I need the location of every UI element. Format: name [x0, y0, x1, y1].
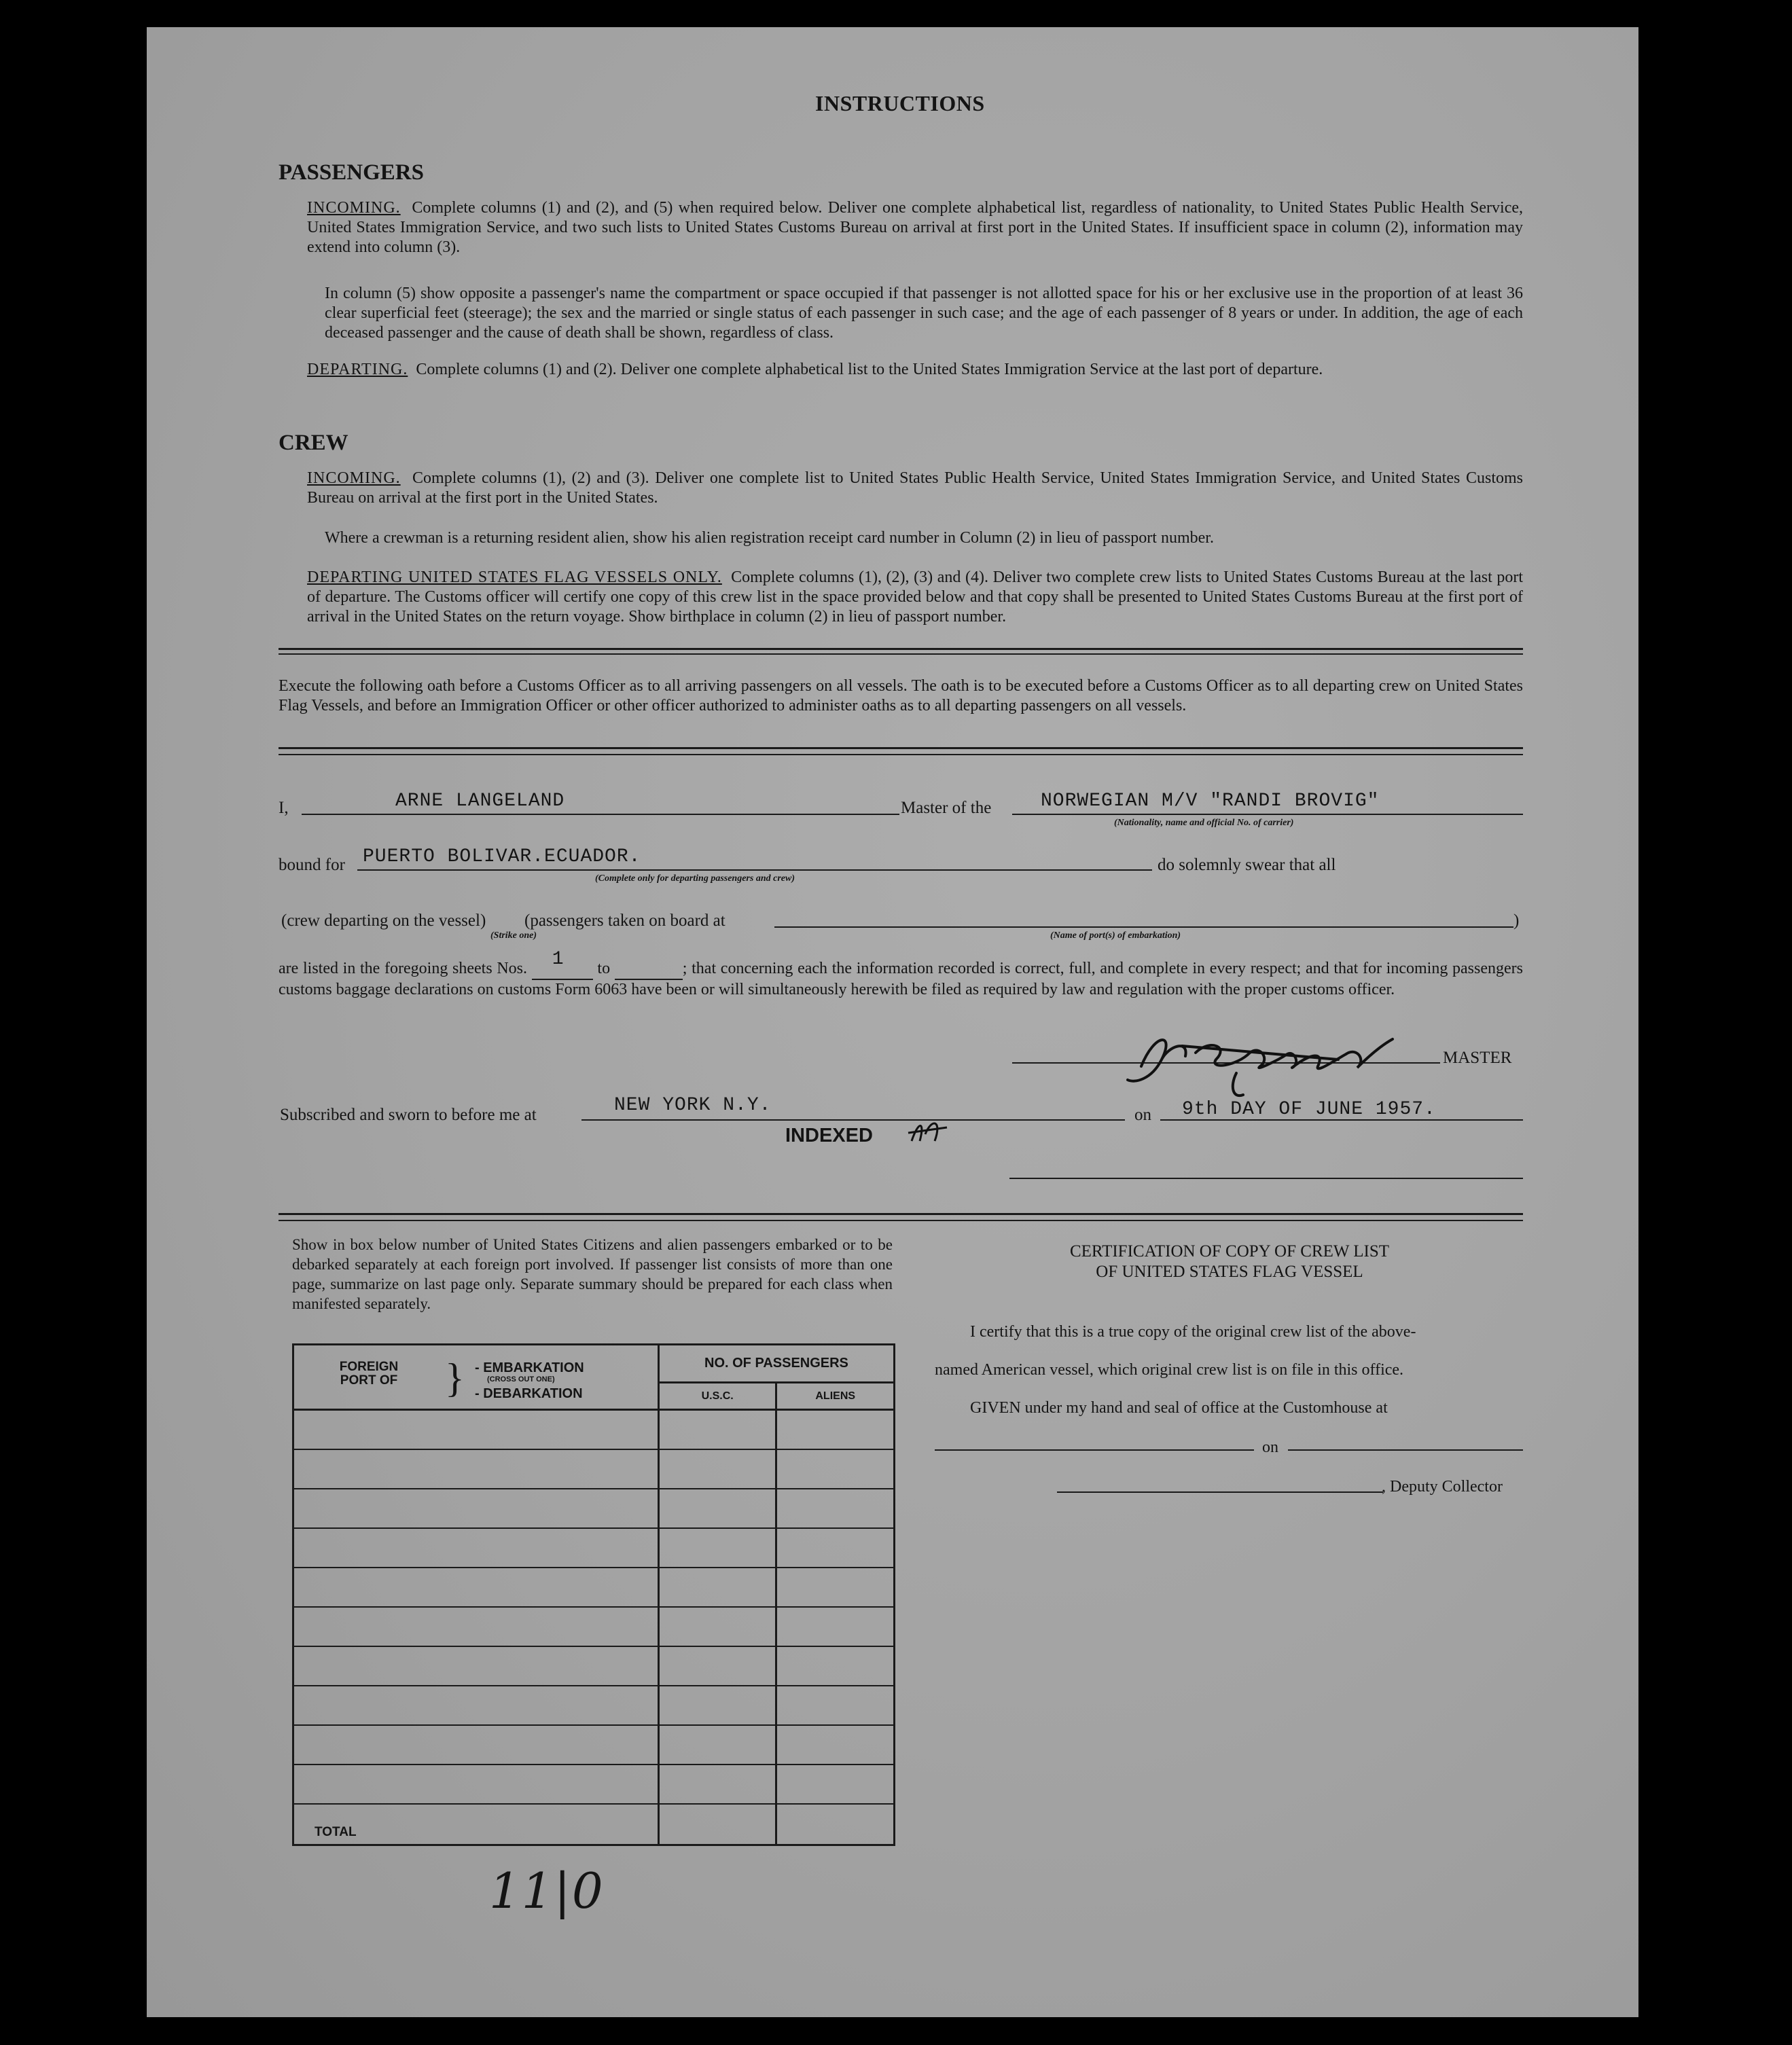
passengers-departing-text: Complete columns (1) and (2). Deliver one complete alphabetical list to the United States Immigration Service at the last port of departure.: [416, 361, 1323, 378]
vessel-line: [1012, 814, 1523, 815]
cert-date-line: [1288, 1449, 1523, 1451]
certification-title-line2: OF UNITED STATES FLAG VESSEL: [1096, 1263, 1363, 1281]
listed-paragraph: [279, 949, 1523, 1000]
destination-value: PUERTO BOLIVAR.ECUADOR.: [363, 846, 641, 867]
usc-header: U.S.C.: [658, 1383, 776, 1410]
certification-title: [937, 1242, 1522, 1282]
cert-on-label: on: [1262, 1438, 1278, 1456]
master-signature: [1114, 1019, 1427, 1107]
embarkation-port-line: [774, 926, 1513, 928]
crew-departing-text: Complete columns (1), (2), (3) and (4). Deliver two complete crew lists to United States Customs Bureau at the last port of departure. The Customs officer will certify one copy of this crew list in the space provided below and that copy shall be presented to United States Customs Bureau at the first port of arrival in the United States on the return voyage. Show birthplace in column (2) in lieu of passport number.: [307, 568, 1524, 626]
passenger-summary-table: [292, 1343, 895, 1846]
crew-departing-lead: DEPARTING UNITED STATES FLAG VESSELS ONLY.: [307, 568, 722, 586]
crew-resident-paragraph: Where a crewman is a returning resident alien, show his alien registration receipt card number in Column (2) in lieu of passport number.: [325, 529, 1214, 547]
summary-instructions: Show in box below number of United States Citizens and alien passengers embarked or to be debarked separately at each foreign port involved. If passenger list consists of more than one page, summarize on last page only. Separate summary should be prepared for each class when manifested separately.: [292, 1236, 893, 1312]
passengers-heading: PASSENGERS: [279, 160, 424, 185]
page-title: INSTRUCTIONS: [815, 91, 985, 115]
foreign-port-label: FOREIGN PORT OF: [339, 1360, 399, 1388]
divider: [279, 648, 1523, 650]
debarkation-label: - DEBARKATION: [475, 1386, 583, 1401]
destination-line: [357, 869, 1152, 871]
passengers-incoming-text: Complete columns (1) and (2), and (5) when required below. Deliver one complete alphabetical list, regardless of nationality, to United States Public Health Service, United States Immigration Service, and two such lists to United States Customs Bureau on arrival at first port in the United States. If insufficient space in column (2), information may extend into column (3).: [307, 199, 1524, 256]
listed-rest: ; that concerning each the information recorded is correct, full, and complete in every respect; and that for incoming passengers customs baggage declarations on customs Form 6063 have been or will simultaneously herewith be filed as required by law and regulation with the proper customs officer.: [279, 960, 1523, 998]
table-row: [293, 1528, 895, 1568]
sworn-place-value: NEW YORK N.Y.: [614, 1095, 772, 1116]
passengers-header: NO. OF PASSENGERS: [658, 1345, 894, 1383]
to-label: to: [597, 960, 611, 977]
divider: [279, 653, 1523, 655]
table-row: [293, 1410, 895, 1449]
bound-for-label: bound for: [279, 856, 345, 874]
close-paren: ): [1513, 911, 1520, 930]
blank-line: [1009, 1178, 1523, 1179]
table-row: [293, 1765, 895, 1804]
sworn-date-value: 9th DAY OF JUNE 1957.: [1182, 1099, 1436, 1120]
table-row: [293, 1725, 895, 1765]
divider: [279, 747, 1523, 749]
swear-label: do solemnly swear that all: [1158, 856, 1336, 874]
table-row: [293, 1568, 895, 1607]
crew-incoming-paragraph: [307, 469, 1523, 508]
handwritten-number: 11|0: [489, 1862, 605, 1919]
subscribed-label: Subscribed and sworn to before me at: [280, 1106, 537, 1124]
total-row: [293, 1804, 895, 1845]
vessel-caption: (Nationality, name and official No. of carrier): [1114, 818, 1294, 828]
master-of-label: Master of the: [901, 799, 992, 817]
passengers-incoming-paragraph: [307, 198, 1523, 257]
listed-prefix: are listed in the foregoing sheets Nos.: [279, 960, 528, 977]
on-label: on: [1134, 1106, 1151, 1124]
crew-departing-paragraph: [307, 568, 1523, 627]
master-label: MASTER: [1443, 1049, 1512, 1067]
table-row: [293, 1646, 895, 1686]
table-row: [293, 1607, 895, 1646]
sworn-place-line: [581, 1119, 1125, 1121]
customhouse-line: [935, 1449, 1254, 1451]
master-name-line: [302, 814, 899, 815]
aliens-header: ALIENS: [776, 1383, 895, 1410]
divider: [279, 754, 1523, 755]
master-name-value: ARNE LANGELAND: [395, 791, 565, 812]
table-row: [293, 1686, 895, 1725]
certify-text-line1: I certify that this is a true copy of the original crew list of the above-: [970, 1323, 1416, 1341]
destination-caption: (Complete only for departing passengers and crew): [595, 873, 795, 884]
sheet-from-value: 1: [552, 949, 565, 970]
table-row: [293, 1489, 895, 1528]
total-label: TOTAL: [315, 1825, 357, 1839]
crew-incoming-lead: INCOMING.: [307, 469, 401, 487]
passengers-column5-paragraph: In column (5) show opposite a passenger's name the compartment or space occupied if that passenger is not allotted space for his or her exclusive use in the proportion of at least 36 clear superficial feet (steerage); the sex and the married or single status of each passenger in such case; and the age of each passenger of 8 years or under. In addition, the age of each deceased passenger and the cause of death shall be shown, regardless of class.: [325, 285, 1523, 342]
port-caption: (Name of port(s) of embarkation): [1050, 930, 1181, 941]
passengers-incoming-lead: INCOMING.: [307, 199, 401, 217]
indexed-initials: [905, 1114, 952, 1148]
passengers-taken-option[interactable]: (passengers taken on board at: [524, 911, 725, 930]
cross-out-note: (CROSS OUT ONE): [487, 1375, 555, 1383]
deputy-collector-line: [1057, 1491, 1383, 1493]
indexed-stamp: INDEXED: [785, 1125, 873, 1146]
embarkation-label: - EMBARKATION: [475, 1360, 584, 1375]
table-row: [293, 1449, 895, 1489]
crew-incoming-text: Complete columns (1), (2) and (3). Deliver one complete list to United States Public Health Service, United States Immigration Service, and United States Customs Bureau on arrival at the first port in the United States.: [307, 469, 1524, 507]
strike-caption: (Strike one): [490, 930, 537, 941]
oath-intro-paragraph: Execute the following oath before a Customs Officer as to all arriving passengers on all vessels. The oath is to be executed before a Customs Officer as to all departing crew on United States Flag Vessels, and before an Immigration Officer or other officer authorized to administer oaths as to all departing passengers on all vessels.: [279, 677, 1523, 714]
certification-title-line1: CERTIFICATION OF COPY OF CREW LIST: [1069, 1242, 1390, 1261]
given-text: GIVEN under my hand and seal of office at the Customhouse at: [970, 1399, 1388, 1417]
crew-heading: CREW: [279, 431, 348, 455]
foreign-port-header: [293, 1345, 659, 1410]
passengers-departing-paragraph: [307, 360, 1523, 380]
crew-departing-option[interactable]: (crew departing on the vessel): [281, 911, 486, 930]
deputy-collector-label: , Deputy Collector: [1382, 1478, 1503, 1496]
divider: [279, 1213, 1523, 1215]
divider: [279, 1220, 1523, 1221]
passengers-departing-lead: DEPARTING.: [307, 361, 408, 378]
brace-icon: }: [445, 1356, 465, 1400]
oath-i-label: I,: [279, 799, 289, 817]
vessel-value: NORWEGIAN M/V "RANDI BROVIG": [1041, 791, 1380, 812]
certify-text-line2: named American vessel, which original crew list is on file in this office.: [935, 1361, 1404, 1379]
